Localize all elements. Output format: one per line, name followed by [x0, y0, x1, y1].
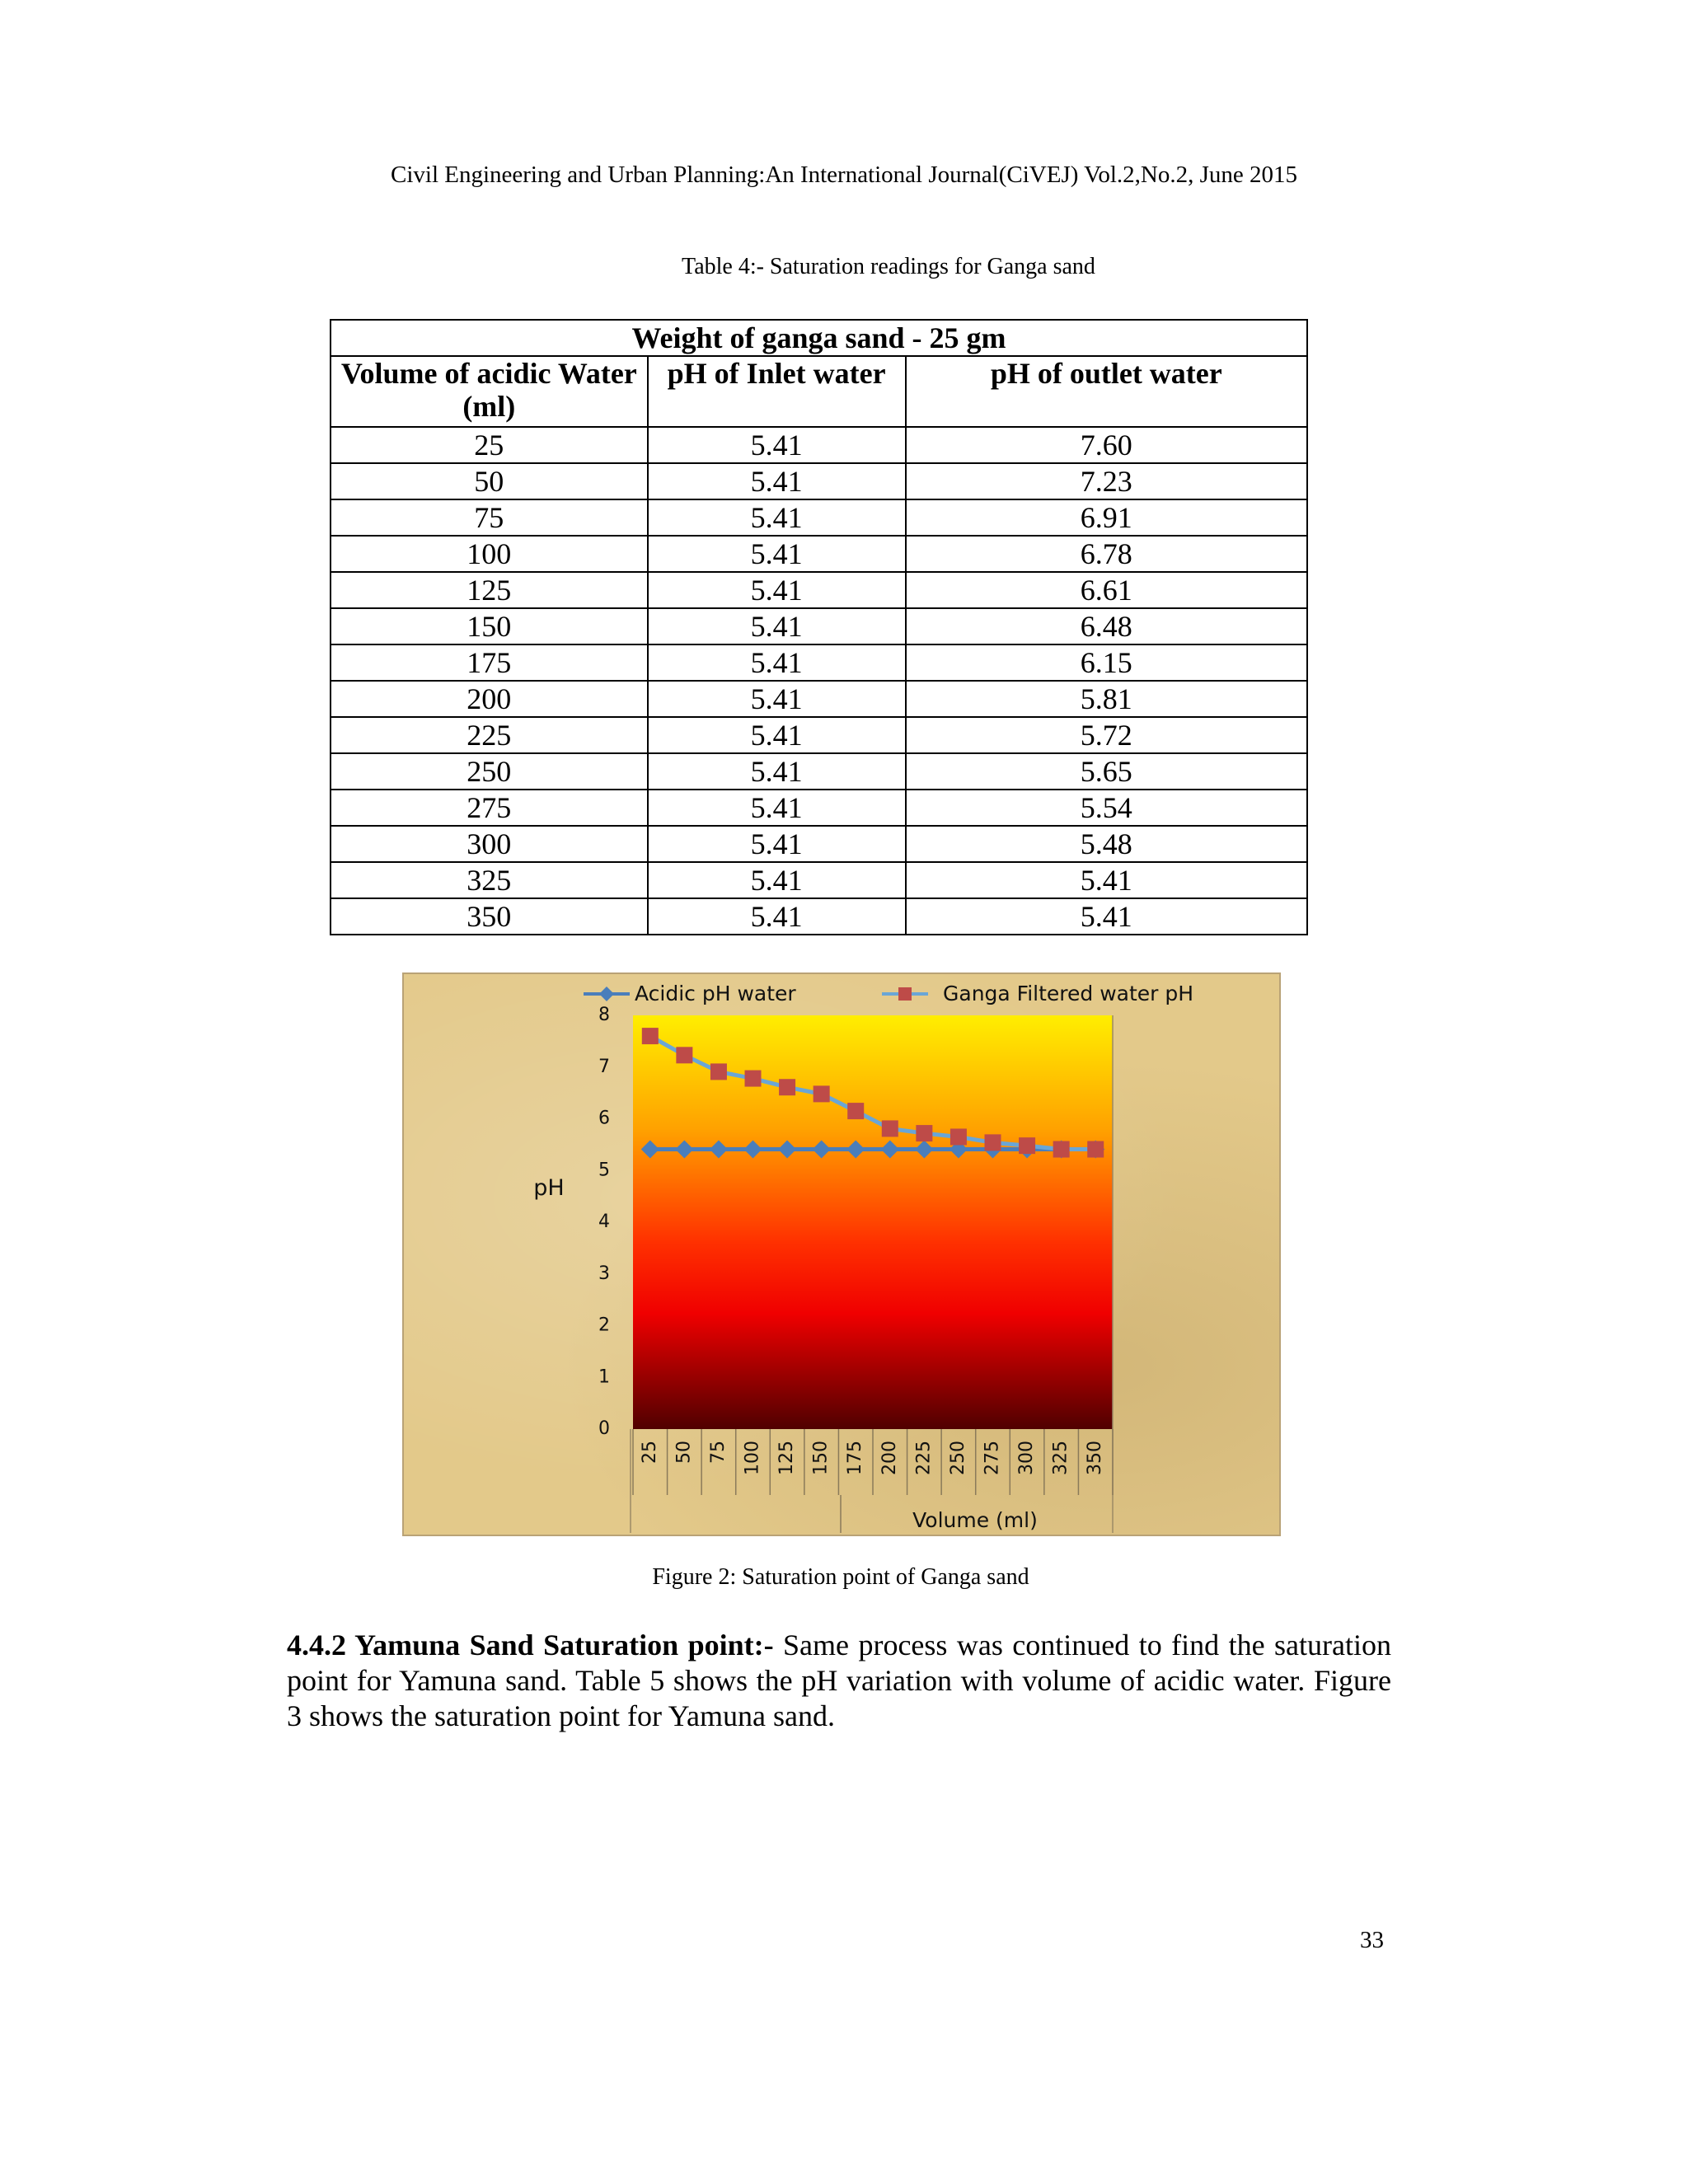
x-tick-label: 225 — [913, 1441, 935, 1475]
cell-outlet-ph: 6.91 — [906, 499, 1307, 536]
y-tick-label: 1 — [598, 1366, 610, 1388]
table-row — [331, 463, 1307, 499]
table-row — [331, 427, 1307, 463]
chart-frame — [402, 972, 1281, 1536]
cell-inlet-ph: 5.41 — [648, 536, 906, 572]
plot-area — [633, 1015, 1113, 1429]
cell-inlet-ph: 5.41 — [648, 898, 906, 935]
table-row — [331, 644, 1307, 681]
cell-outlet-ph: 6.61 — [906, 572, 1307, 608]
x-tick-label: 275 — [982, 1441, 1003, 1475]
cell-volume: 50 — [331, 463, 648, 499]
page-number: 33 — [1360, 1927, 1384, 1953]
cell-outlet-ph: 6.15 — [906, 644, 1307, 681]
cell-outlet-ph: 6.78 — [906, 536, 1307, 572]
point-filtered-ph — [847, 1103, 864, 1119]
table-row — [331, 753, 1307, 790]
cell-outlet-ph: 5.65 — [906, 753, 1307, 790]
table-row — [331, 572, 1307, 608]
legend-marker-diamond — [599, 987, 614, 1001]
cell-outlet-ph: 5.41 — [906, 898, 1307, 935]
cell-inlet-ph: 5.41 — [648, 572, 906, 608]
point-filtered-ph — [950, 1128, 967, 1145]
x-tick-label: 175 — [845, 1441, 866, 1475]
y-tick-label: 0 — [598, 1418, 610, 1439]
cell-inlet-ph: 5.41 — [648, 790, 906, 826]
y-tick-label: 3 — [598, 1263, 610, 1284]
column-header-inlet-ph: pH of Inlet water — [648, 356, 906, 427]
x-tick-label: 50 — [673, 1441, 695, 1464]
legend-marker-square — [898, 987, 912, 1001]
y-tick-label: 7 — [598, 1056, 610, 1077]
point-filtered-ph — [676, 1047, 692, 1063]
x-tick-label: 325 — [1050, 1441, 1071, 1475]
legend-label: Ganga Filtered water pH — [943, 982, 1194, 1005]
cell-inlet-ph: 5.41 — [648, 753, 906, 790]
table-title: Weight of ganga sand - 25 gm — [331, 320, 1307, 356]
cell-volume: 250 — [331, 753, 648, 790]
legend-label: Acidic pH water — [635, 982, 796, 1005]
cell-inlet-ph: 5.41 — [648, 499, 906, 536]
x-tick-label: 200 — [879, 1441, 900, 1475]
x-tick-label: 150 — [810, 1441, 832, 1475]
cell-volume: 200 — [331, 681, 648, 717]
cell-volume: 225 — [331, 717, 648, 753]
cell-inlet-ph: 5.41 — [648, 717, 906, 753]
cell-outlet-ph: 7.23 — [906, 463, 1307, 499]
y-tick-label: 8 — [598, 1005, 610, 1025]
saturation-table — [330, 319, 1308, 935]
x-tick-label: 125 — [776, 1441, 798, 1475]
x-tick-label: 25 — [639, 1441, 660, 1464]
cell-volume: 350 — [331, 898, 648, 935]
table-row — [331, 862, 1307, 898]
table-row — [331, 536, 1307, 572]
cell-volume: 125 — [331, 572, 648, 608]
cell-outlet-ph: 7.60 — [906, 427, 1307, 463]
x-axis-label: Volume (ml) — [912, 1508, 1038, 1532]
body-paragraph — [287, 1628, 1391, 1734]
cell-volume: 325 — [331, 862, 648, 898]
point-filtered-ph — [814, 1085, 830, 1102]
cell-inlet-ph: 5.41 — [648, 608, 906, 644]
x-tick-label: 300 — [1016, 1441, 1038, 1475]
x-tick-label: 75 — [707, 1441, 729, 1464]
cell-outlet-ph: 5.81 — [906, 681, 1307, 717]
x-tick-label: 250 — [947, 1441, 968, 1475]
x-tick-label: 100 — [742, 1441, 763, 1475]
point-filtered-ph — [1053, 1141, 1070, 1158]
y-axis-label: pH — [533, 1175, 565, 1201]
y-tick-label: 5 — [598, 1160, 610, 1181]
x-tick-label: 350 — [1085, 1441, 1106, 1475]
table-row — [331, 608, 1307, 644]
table-row — [331, 898, 1307, 935]
cell-inlet-ph: 5.41 — [648, 681, 906, 717]
ph-line-chart — [404, 974, 1279, 1535]
table-row — [331, 790, 1307, 826]
point-filtered-ph — [745, 1071, 762, 1087]
point-filtered-ph — [1087, 1141, 1104, 1158]
cell-outlet-ph: 5.48 — [906, 826, 1307, 862]
point-filtered-ph — [882, 1120, 898, 1137]
y-tick-label: 2 — [598, 1315, 610, 1336]
cell-volume: 75 — [331, 499, 648, 536]
y-tick-label: 4 — [598, 1212, 610, 1232]
point-filtered-ph — [985, 1134, 1001, 1151]
section-heading: 4.4.2 Yamuna Sand Saturation point:- — [287, 1629, 774, 1661]
cell-volume: 150 — [331, 608, 648, 644]
table-row — [331, 826, 1307, 862]
cell-volume: 100 — [331, 536, 648, 572]
point-filtered-ph — [1019, 1137, 1035, 1154]
column-header-volume: Volume of acidic Water (ml) — [331, 356, 648, 427]
cell-inlet-ph: 5.41 — [648, 644, 906, 681]
cell-outlet-ph: 5.72 — [906, 717, 1307, 753]
cell-outlet-ph: 6.48 — [906, 608, 1307, 644]
cell-volume: 25 — [331, 427, 648, 463]
cell-volume: 275 — [331, 790, 648, 826]
point-filtered-ph — [779, 1079, 795, 1095]
cell-inlet-ph: 5.41 — [648, 826, 906, 862]
cell-inlet-ph: 5.41 — [648, 427, 906, 463]
cell-outlet-ph: 5.54 — [906, 790, 1307, 826]
cell-volume: 175 — [331, 644, 648, 681]
journal-header: Civil Engineering and Urban Planning:An International Journal(CiVEJ) Vol.2,No.2, June 2015 — [391, 162, 1297, 188]
table-body — [331, 427, 1307, 935]
table-caption: Table 4:- Saturation readings for Ganga sand — [682, 254, 1095, 279]
cell-inlet-ph: 5.41 — [648, 463, 906, 499]
figure-caption: Figure 2: Saturation point of Ganga sand — [652, 1564, 1029, 1590]
section-text: Same process was continued to find the saturation point for Yamuna sand. Table 5 shows the pH variation with volume of acidic water. Figure 3 shows the saturation point for Yamuna sand. — [287, 1629, 1391, 1732]
table-row — [331, 717, 1307, 753]
cell-inlet-ph: 5.41 — [648, 862, 906, 898]
cell-volume: 300 — [331, 826, 648, 862]
table-row — [331, 681, 1307, 717]
y-tick-label: 6 — [598, 1108, 610, 1129]
cell-outlet-ph: 5.41 — [906, 862, 1307, 898]
point-filtered-ph — [916, 1125, 932, 1141]
point-filtered-ph — [642, 1028, 659, 1044]
table-row — [331, 499, 1307, 536]
column-header-outlet-ph: pH of outlet water — [906, 356, 1307, 427]
point-filtered-ph — [710, 1063, 727, 1080]
